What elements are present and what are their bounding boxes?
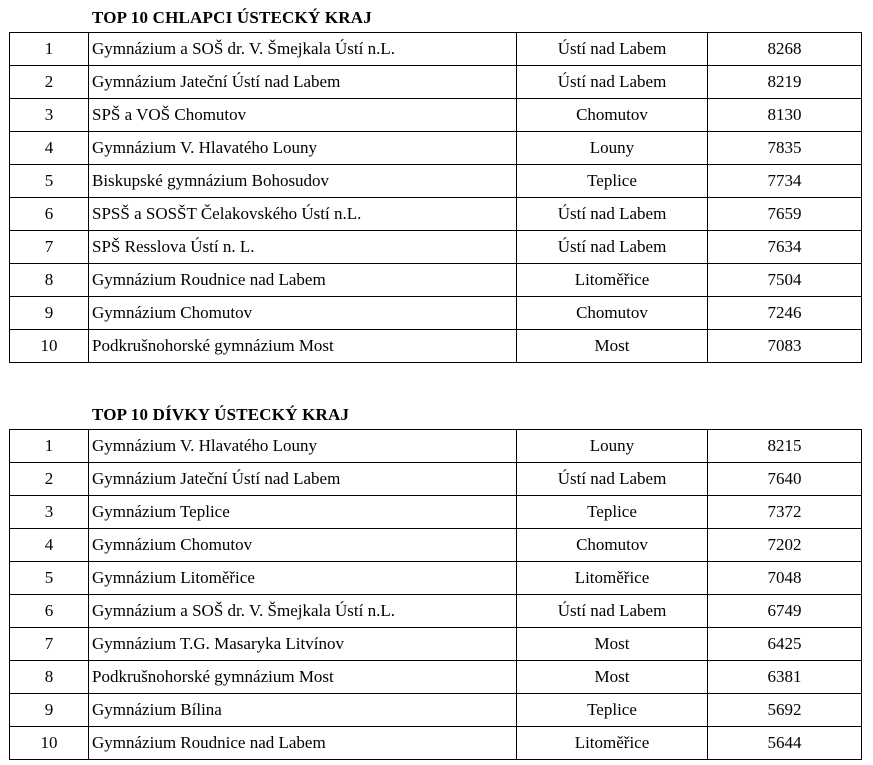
school-cell: SPŠ a VOŠ Chomutov	[89, 99, 517, 132]
score-cell: 8219	[708, 66, 862, 99]
table-row	[10, 231, 862, 264]
rank-cell: 6	[10, 595, 89, 628]
table-row	[10, 132, 862, 165]
table-row	[10, 99, 862, 132]
score-cell: 8268	[708, 33, 862, 66]
district-cell: Most	[517, 628, 708, 661]
rank-cell: 4	[10, 529, 89, 562]
rank-cell: 3	[10, 496, 89, 529]
district-cell: Teplice	[517, 165, 708, 198]
score-cell: 7504	[708, 264, 862, 297]
district-cell: Ústí nad Labem	[517, 463, 708, 496]
school-cell: SPŠ Resslova Ústí n. L.	[89, 231, 517, 264]
school-cell: SPSŠ a SOSŠT Čelakovského Ústí n.L.	[89, 198, 517, 231]
school-cell: Gymnázium V. Hlavatého Louny	[89, 132, 517, 165]
table-row	[10, 66, 862, 99]
rank-cell: 8	[10, 264, 89, 297]
district-cell: Litoměřice	[517, 727, 708, 760]
school-cell: Gymnázium Jateční Ústí nad Labem	[89, 66, 517, 99]
table-row	[10, 264, 862, 297]
score-cell: 7734	[708, 165, 862, 198]
school-cell: Gymnázium a SOŠ dr. V. Šmejkala Ústí n.L.	[89, 595, 517, 628]
rank-cell: 8	[10, 661, 89, 694]
table-row	[10, 562, 862, 595]
district-cell: Louny	[517, 132, 708, 165]
school-cell: Gymnázium T.G. Masaryka Litvínov	[89, 628, 517, 661]
score-cell: 7634	[708, 231, 862, 264]
district-cell: Chomutov	[517, 99, 708, 132]
school-cell: Gymnázium a SOŠ dr. V. Šmejkala Ústí n.L.	[89, 33, 517, 66]
district-cell: Teplice	[517, 496, 708, 529]
rank-cell: 1	[10, 33, 89, 66]
rank-cell: 10	[10, 330, 89, 363]
district-cell: Ústí nad Labem	[517, 66, 708, 99]
rank-cell: 9	[10, 297, 89, 330]
table-row	[10, 595, 862, 628]
rank-cell: 2	[10, 463, 89, 496]
table-row	[10, 727, 862, 760]
rank-cell: 3	[10, 99, 89, 132]
school-cell: Gymnázium Litoměřice	[89, 562, 517, 595]
table-row	[10, 33, 862, 66]
district-cell: Ústí nad Labem	[517, 33, 708, 66]
district-cell: Litoměřice	[517, 562, 708, 595]
rank-cell: 4	[10, 132, 89, 165]
score-cell: 7640	[708, 463, 862, 496]
school-cell: Gymnázium Chomutov	[89, 529, 517, 562]
table-row	[10, 430, 862, 463]
school-cell: Biskupské gymnázium Bohosudov	[89, 165, 517, 198]
score-cell: 7048	[708, 562, 862, 595]
rank-cell: 5	[10, 165, 89, 198]
table-row	[10, 165, 862, 198]
school-cell: Gymnázium Chomutov	[89, 297, 517, 330]
rank-cell: 7	[10, 628, 89, 661]
district-cell: Teplice	[517, 694, 708, 727]
score-cell: 6749	[708, 595, 862, 628]
school-cell: Podkrušnohorské gymnázium Most	[89, 661, 517, 694]
rank-cell: 6	[10, 198, 89, 231]
score-cell: 7659	[708, 198, 862, 231]
girls-ranking-table	[9, 429, 862, 760]
district-cell: Ústí nad Labem	[517, 231, 708, 264]
score-cell: 7083	[708, 330, 862, 363]
rank-cell: 1	[10, 430, 89, 463]
district-cell: Chomutov	[517, 529, 708, 562]
score-cell: 5644	[708, 727, 862, 760]
table-row	[10, 330, 862, 363]
school-cell: Gymnázium Jateční Ústí nad Labem	[89, 463, 517, 496]
score-cell: 7202	[708, 529, 862, 562]
table-row	[10, 529, 862, 562]
table-row	[10, 661, 862, 694]
district-cell: Ústí nad Labem	[517, 198, 708, 231]
score-cell: 5692	[708, 694, 862, 727]
district-cell: Chomutov	[517, 297, 708, 330]
rank-cell: 9	[10, 694, 89, 727]
score-cell: 8130	[708, 99, 862, 132]
rank-cell: 7	[10, 231, 89, 264]
district-cell: Ústí nad Labem	[517, 595, 708, 628]
table-row	[10, 496, 862, 529]
district-cell: Louny	[517, 430, 708, 463]
school-cell: Gymnázium Bílina	[89, 694, 517, 727]
table-row	[10, 198, 862, 231]
girls-ranking-title: TOP 10 DÍVKY ÚSTECKÝ KRAJ	[92, 405, 350, 424]
score-cell: 6381	[708, 661, 862, 694]
boys-ranking-title: TOP 10 CHLAPCI ÚSTECKÝ KRAJ	[92, 8, 372, 27]
rank-cell: 2	[10, 66, 89, 99]
district-cell: Most	[517, 661, 708, 694]
score-cell: 8215	[708, 430, 862, 463]
table-row	[10, 628, 862, 661]
boys-ranking-table	[9, 32, 862, 363]
table-row	[10, 694, 862, 727]
district-cell: Most	[517, 330, 708, 363]
rank-cell: 10	[10, 727, 89, 760]
school-cell: Gymnázium Roudnice nad Labem	[89, 264, 517, 297]
school-cell: Gymnázium V. Hlavatého Louny	[89, 430, 517, 463]
score-cell: 6425	[708, 628, 862, 661]
school-cell: Gymnázium Roudnice nad Labem	[89, 727, 517, 760]
table-row	[10, 463, 862, 496]
score-cell: 7835	[708, 132, 862, 165]
score-cell: 7372	[708, 496, 862, 529]
district-cell: Litoměřice	[517, 264, 708, 297]
school-cell: Podkrušnohorské gymnázium Most	[89, 330, 517, 363]
table-row	[10, 297, 862, 330]
rank-cell: 5	[10, 562, 89, 595]
score-cell: 7246	[708, 297, 862, 330]
school-cell: Gymnázium Teplice	[89, 496, 517, 529]
